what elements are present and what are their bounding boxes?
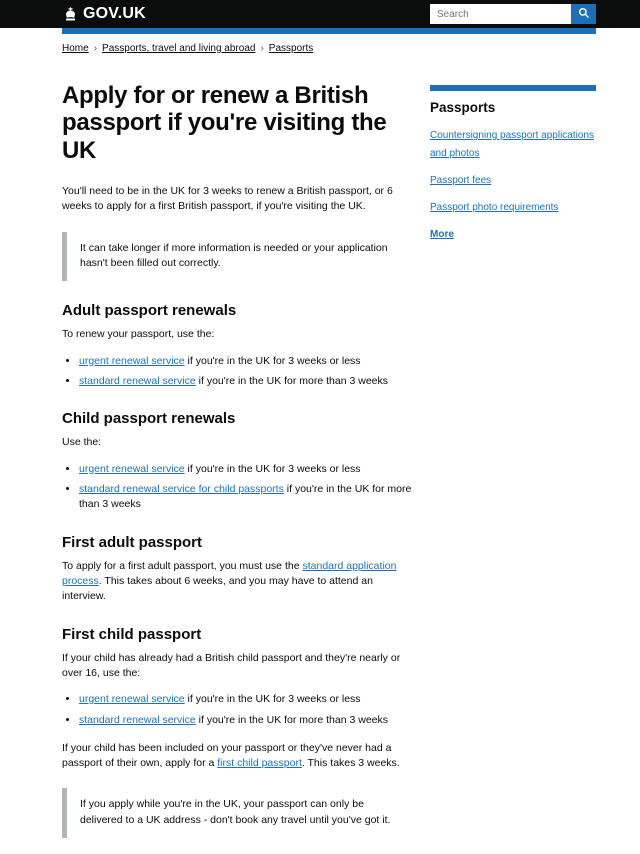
paragraph xyxy=(62,327,416,342)
related-link-item xyxy=(430,125,596,161)
breadcrumb xyxy=(62,43,640,55)
breadcrumb-separator: › xyxy=(260,43,264,54)
inline-link[interactable]: standard application process xyxy=(62,559,397,587)
section-heading: First adult passport xyxy=(62,533,203,551)
paragraph xyxy=(62,741,416,772)
inset-text xyxy=(62,788,416,838)
inset-text xyxy=(62,232,416,282)
sidebar-link[interactable]: Passport fees xyxy=(430,175,492,186)
text-run: if you're in the UK for 3 weeks or less xyxy=(184,462,361,475)
crown-icon xyxy=(62,7,79,22)
sidebar-links xyxy=(430,125,596,242)
sidebar-blue-bar xyxy=(430,85,596,91)
text-run: if you're in the UK for more than 3 weeks xyxy=(195,374,388,387)
paragraph xyxy=(62,559,416,605)
breadcrumb-link[interactable]: Home xyxy=(62,43,89,54)
section-heading: First child passport xyxy=(62,625,202,643)
inline-link[interactable]: urgent renewal service xyxy=(79,693,185,706)
text-run: if you're in the UK for more than 3 weeks xyxy=(79,482,412,511)
related-link-item xyxy=(430,197,596,215)
bullet-list xyxy=(62,354,416,390)
text-run: Use the: xyxy=(62,436,102,449)
breadcrumb-separator: › xyxy=(93,43,98,54)
breadcrumb-link[interactable]: Passports xyxy=(268,43,314,54)
sidebar-more-link[interactable]: More xyxy=(430,229,454,240)
text-run: If your child has already had a British child passport and they're nearly or over 16, use the: xyxy=(62,651,401,679)
site-header xyxy=(0,0,640,28)
search-icon xyxy=(578,7,590,22)
related-link-item xyxy=(430,170,596,188)
page-container xyxy=(62,55,596,854)
text-run: It can take longer if more information is needed or your application hasn't been filled out correctly. xyxy=(80,241,388,270)
list-item xyxy=(79,482,416,513)
inline-link[interactable]: urgent renewal service xyxy=(79,462,185,475)
inline-link[interactable]: standard renewal service xyxy=(79,713,196,726)
list-item xyxy=(79,713,416,728)
text-run: You'll need to be in the UK for 3 weeks to renew a British passport, or 6 weeks to apply for a first British passport, if you're visiting the UK. xyxy=(62,185,393,213)
sidebar-title: Passports xyxy=(430,100,496,115)
header-blue-bar xyxy=(62,28,596,34)
inline-link[interactable]: first child passport xyxy=(217,757,302,770)
text-run: . This takes 3 weeks. xyxy=(301,757,400,770)
paragraph xyxy=(62,435,416,450)
inline-link[interactable]: standard renewal service for child passports xyxy=(79,482,284,495)
govuk-logo[interactable] xyxy=(62,5,146,23)
inline-link[interactable]: standard renewal service xyxy=(79,374,196,387)
sidebar-link[interactable]: Passport photo requirements xyxy=(430,202,559,213)
page-title: Apply for or renew a British passport if you're visiting the UK xyxy=(62,82,387,164)
breadcrumb-link[interactable]: Passports, travel and living abroad xyxy=(102,43,256,54)
bullet-list xyxy=(62,692,416,728)
list-item xyxy=(79,354,416,369)
text-run: If your child has been included on your passport or they've never had a passport of their own, apply for a xyxy=(62,741,392,770)
text-run: If you apply while you're in the UK, your passport can only be delivered to a UK address - don't book any travel until you've got it. xyxy=(80,798,391,827)
search-input[interactable] xyxy=(430,4,571,24)
text-run: To renew your passport, use the: xyxy=(62,328,215,341)
text-run: . This takes about 6 weeks, and you may have to attend an interview. xyxy=(62,574,373,603)
sidebar-link[interactable]: Countersigning passport applications and photos xyxy=(430,130,594,159)
list-item xyxy=(79,374,416,389)
govuk-logo-text: GOV.UK xyxy=(83,5,146,22)
main-column xyxy=(62,55,416,854)
section-heading: Adult passport renewals xyxy=(62,302,237,320)
inline-link[interactable]: urgent renewal service xyxy=(79,354,185,367)
header-search xyxy=(430,4,596,24)
section-heading: Child passport renewals xyxy=(62,410,236,428)
text-run: To apply for a first adult passport, you must use the xyxy=(62,559,303,572)
list-item xyxy=(79,462,416,477)
lead-paragraph xyxy=(62,184,416,215)
main-content xyxy=(62,184,416,838)
search-button[interactable] xyxy=(571,4,596,24)
bullet-list xyxy=(62,462,416,513)
text-run: if you're in the UK for 3 weeks or less xyxy=(184,693,361,706)
text-run: if you're in the UK for more than 3 weeks xyxy=(195,713,388,726)
related-sidebar xyxy=(430,55,596,251)
related-link-item xyxy=(430,224,596,242)
list-item xyxy=(79,692,416,707)
text-run: if you're in the UK for 3 weeks or less xyxy=(184,354,361,367)
paragraph xyxy=(62,651,416,682)
